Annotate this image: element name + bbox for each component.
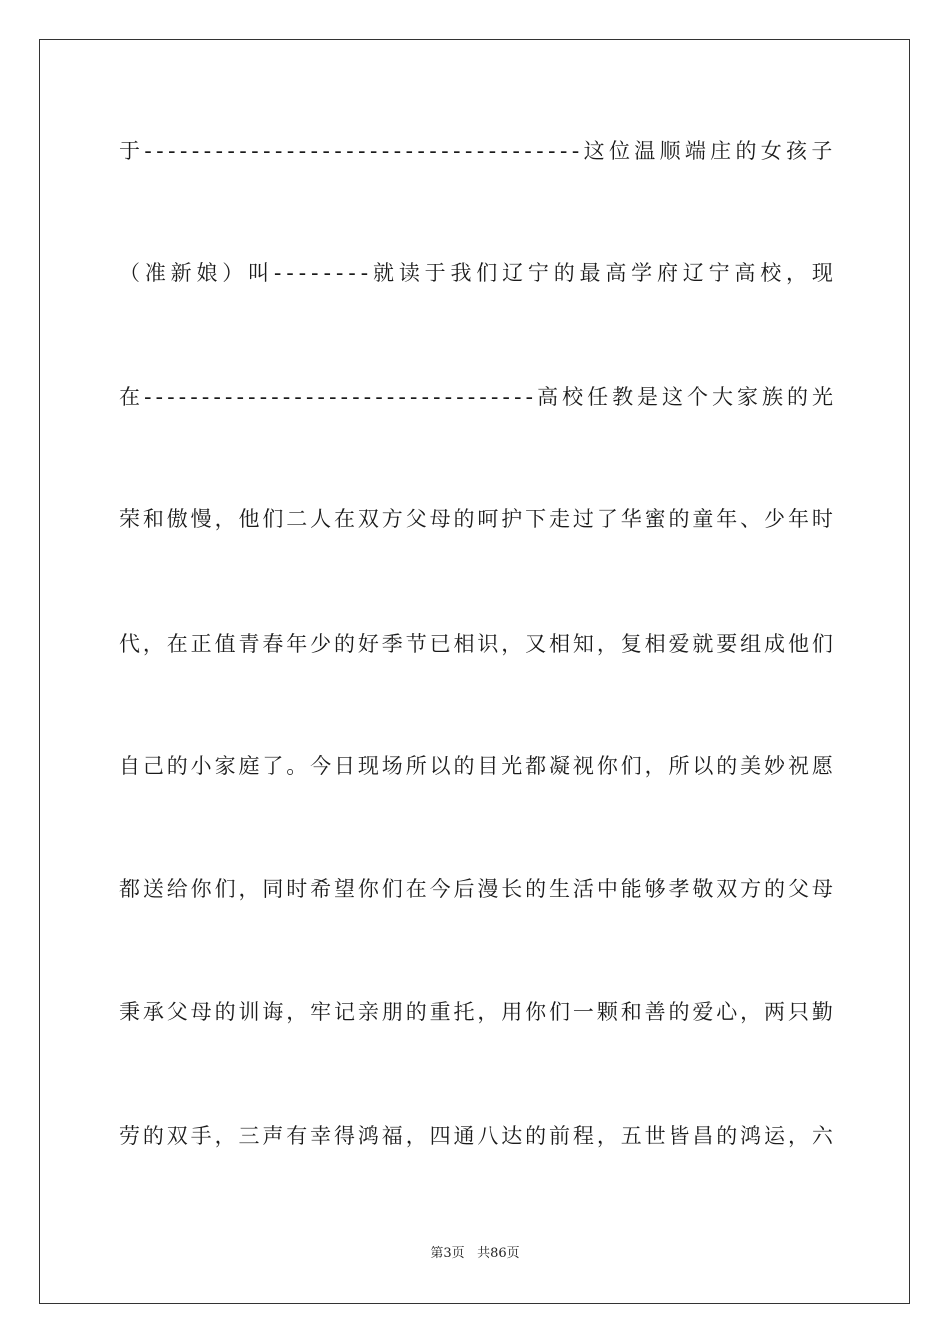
body-line-7: 都 送 给 你 们 ， 同 时 希 望 你 们 在 今 后 漫 长 的 生 活 中 能 够 孝 敬 双 方 的 父 母: [119, 877, 833, 901]
page-frame: [39, 39, 910, 1304]
page-footer: [0, 1244, 950, 1264]
body-line-3: 在 - - - - - - - - - - - - - - - - - - - - - - - - - - - - - - - - - - 高 校 任 教 是 这 个 大 家 族 的 光: [119, 385, 833, 409]
page-number: 第3页: [430, 1246, 465, 1261]
body-line-1: 于 - - - - - - - - - - - - - - - - - - - - - - - - - - - - - - - - - - - - - 这 位 温 顺 端 庄 的 女 孩 子: [119, 139, 833, 163]
page-total: 共86页: [477, 1246, 520, 1261]
body-line-6: 自 己 的 小 家 庭 了 。 今 日 现 场 所 以 的 目 光 都 凝 视 你 们 ， 所 以 的 美 妙 祝 愿: [119, 754, 833, 778]
body-line-4: 荣 和 傲 慢 ， 他 们 二 人 在 双 方 父 母 的 呵 护 下 走 过 了 华 蜜 的 童 年 、 少 年 时: [119, 507, 833, 531]
body-line-5: 代 ， 在 正 值 青 春 年 少 的 好 季 节 已 相 识 ， 又 相 知 ， 复 相 爱 就 要 组 成 他 们: [119, 632, 833, 656]
body-line-8: 秉 承 父 母 的 训 诲 ， 牢 记 亲 朋 的 重 托 ， 用 你 们 一 颗 和 善 的 爱 心 ， 两 只 勤: [119, 1000, 833, 1024]
body-line-2: （ 准 新 娘 ） 叫 - - - - - - - - 就 读 于 我 们 辽 宁 的 最 高 学 府 辽 宁 高 校 ， 现: [119, 261, 833, 285]
body-line-9: 劳 的 双 手 ， 三 声 有 幸 得 鸿 福 ， 四 通 八 达 的 前 程 ， 五 世 皆 昌 的 鸿 运 ， 六: [119, 1124, 833, 1148]
